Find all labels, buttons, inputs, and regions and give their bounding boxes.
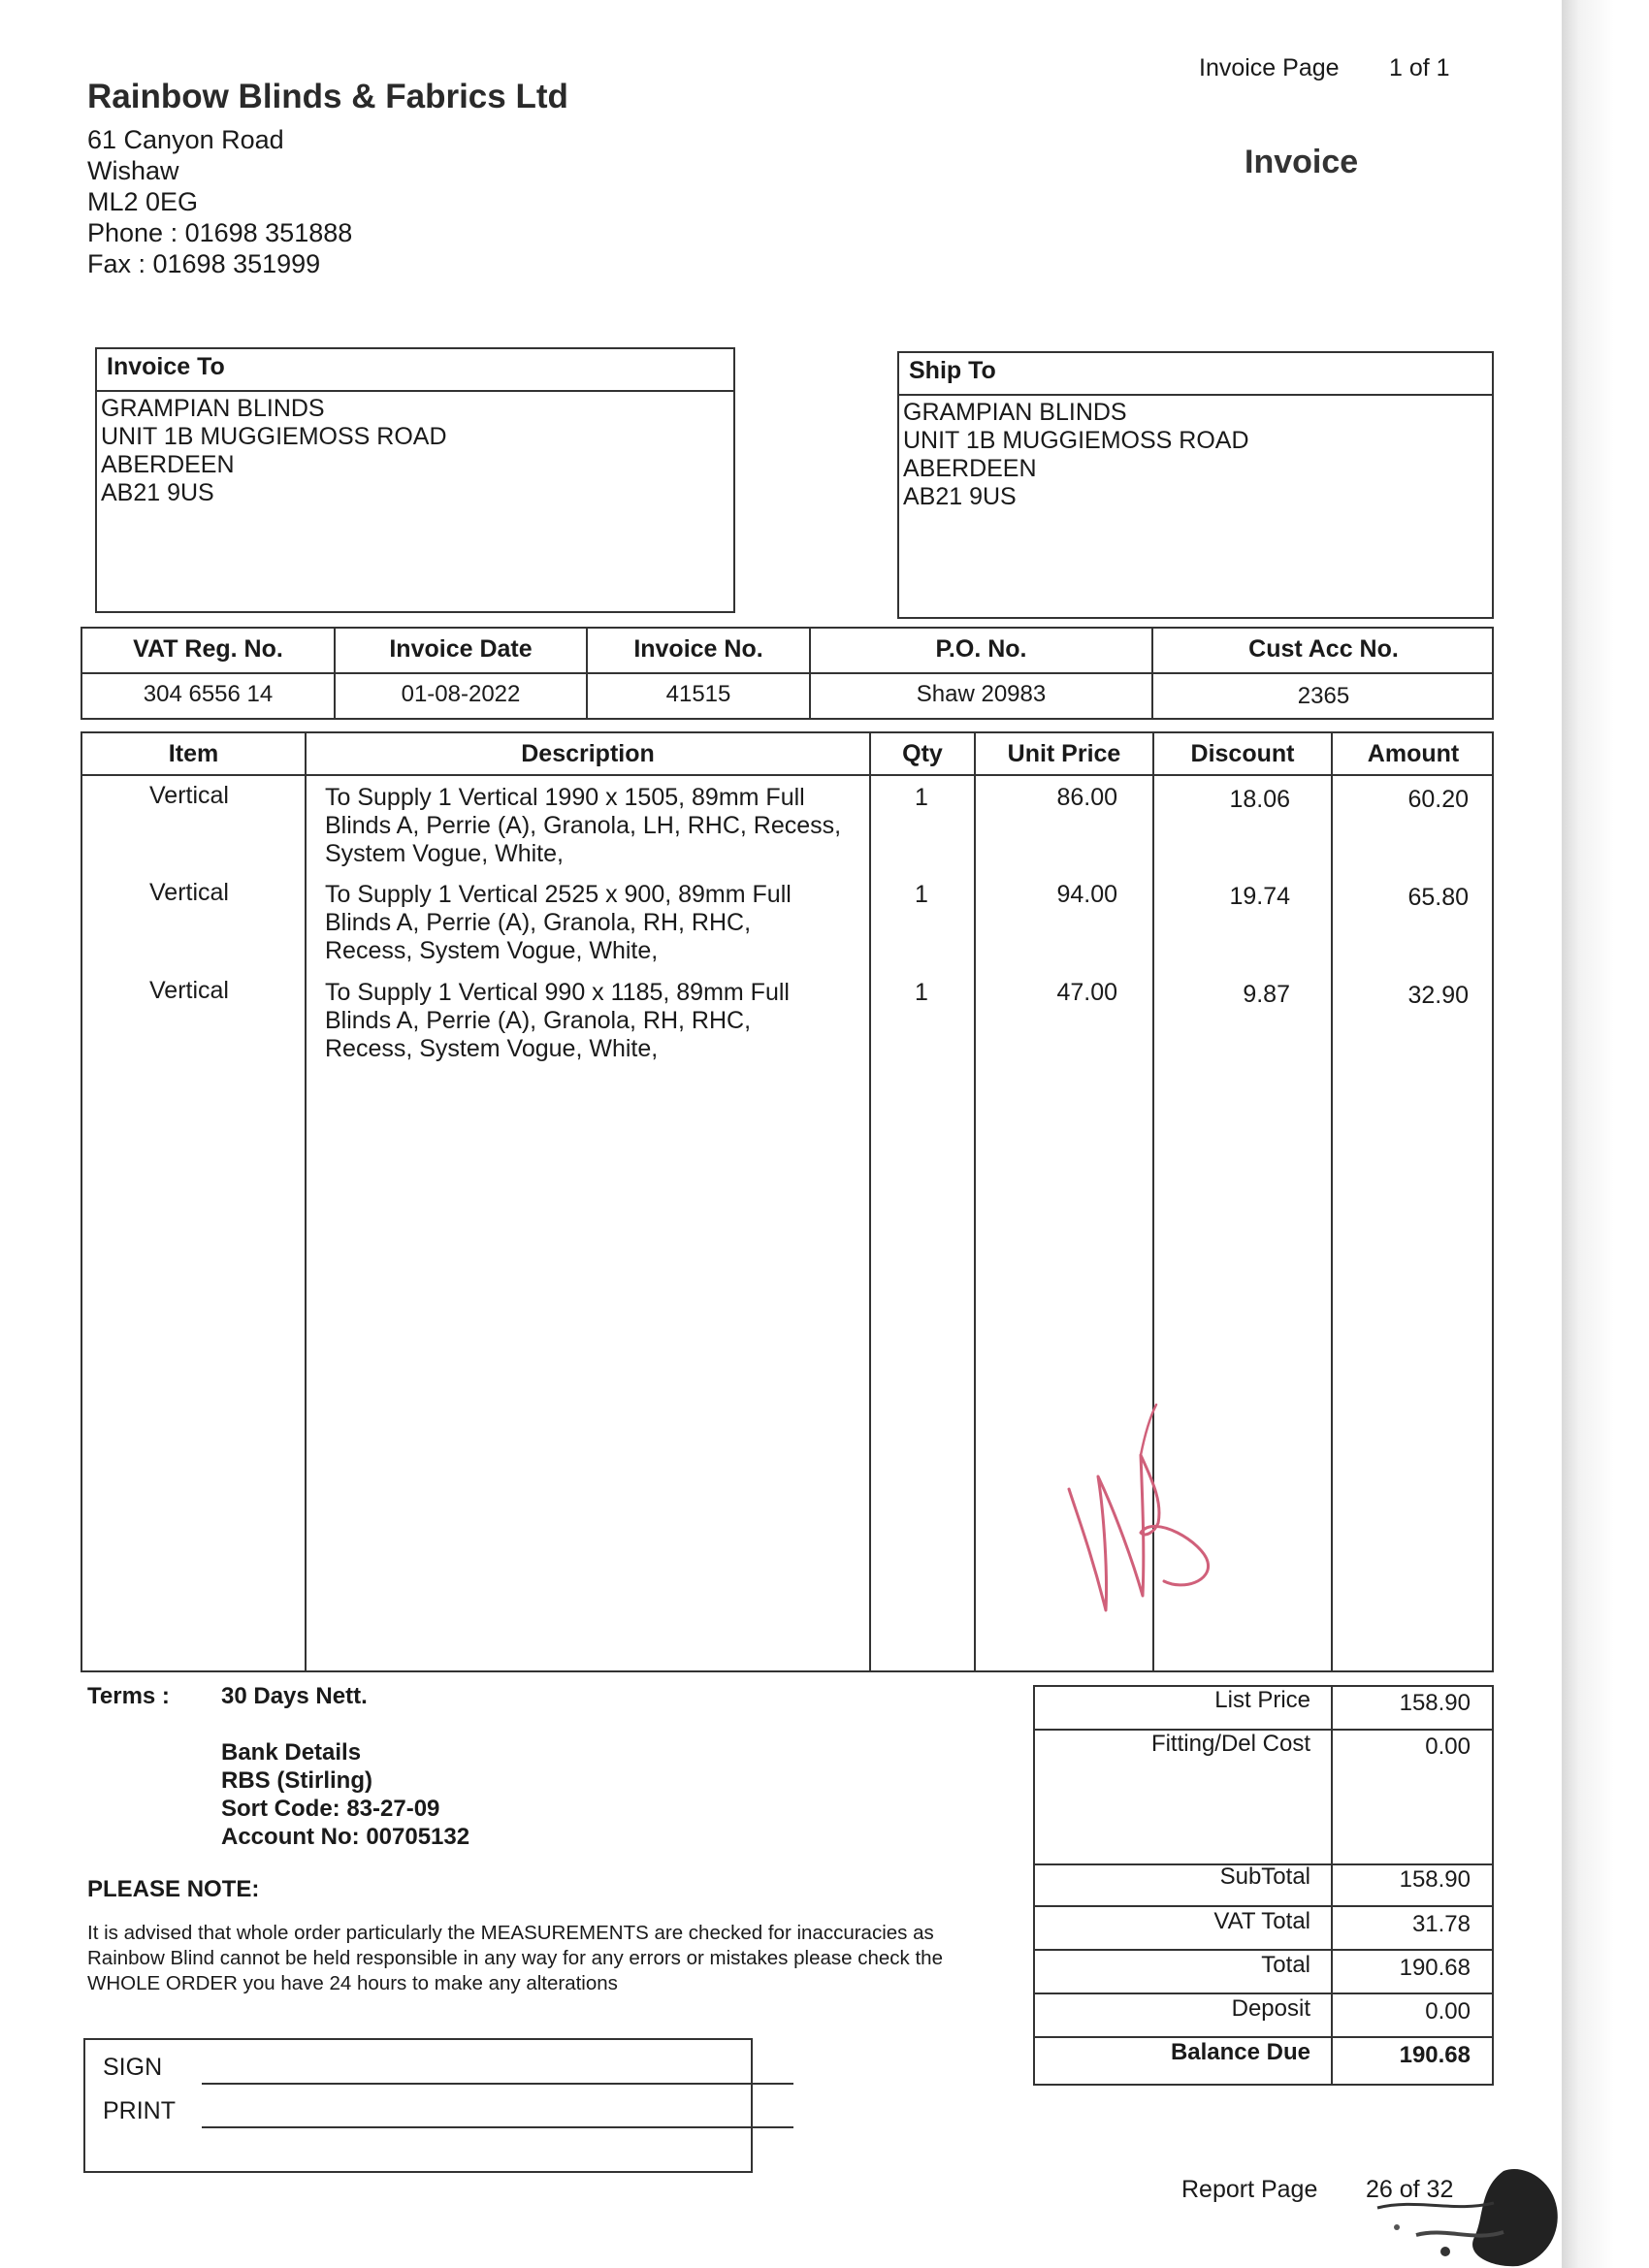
description-line: Blinds A, Perrie (A), Granola, RH, RHC, <box>325 1007 752 1034</box>
sign-label: SIGN <box>103 2054 163 2081</box>
total-value: 190.68 <box>1399 1955 1471 1981</box>
vat-reg-header: VAT Reg. No. <box>133 635 283 663</box>
items-column-divider <box>869 733 871 1670</box>
description-line: To Supply 1 Vertical 2525 x 900, 89mm Full <box>325 881 792 908</box>
amount-cell: 65.80 <box>1407 884 1469 911</box>
unit-price-cell: 47.00 <box>1056 979 1117 1006</box>
deposit-label: Deposit <box>1231 1995 1310 2022</box>
description-header: Description <box>521 740 655 767</box>
line-items-table <box>81 731 1494 1672</box>
item-header: Item <box>168 740 219 767</box>
description-line: Recess, System Vogue, White, <box>325 1035 659 1062</box>
qty-cell: 1 <box>915 784 928 811</box>
invoice-page-label: Invoice Page <box>1199 54 1340 81</box>
description-line: Recess, System Vogue, White, <box>325 937 659 964</box>
discount-cell: 19.74 <box>1229 883 1290 910</box>
company-address-street: 61 Canyon Road <box>87 125 284 154</box>
invoice-no-header: Invoice No. <box>633 635 763 663</box>
balance-due-label: Balance Due <box>1170 2039 1310 2065</box>
ship-to-line: UNIT 1B MUGGIEMOSS ROAD <box>903 427 1249 454</box>
company-address-town: Wishaw <box>87 156 179 185</box>
amount-cell: 60.20 <box>1407 786 1469 813</box>
items-header-divider <box>82 774 1492 776</box>
cust-acc-value: 2365 <box>1297 683 1350 709</box>
invoice-no-value: 41515 <box>665 681 731 707</box>
balance-due-value: 190.68 <box>1399 2042 1471 2068</box>
ship-to-box <box>897 351 1494 619</box>
sign-line[interactable] <box>202 2083 793 2085</box>
unit-price-cell: 94.00 <box>1056 881 1117 908</box>
ship-to-line: ABERDEEN <box>903 455 1037 482</box>
report-page-label: Report Page <box>1181 2176 1318 2203</box>
discount-header: Discount <box>1190 740 1295 767</box>
company-address-postcode: ML2 0EG <box>87 187 199 216</box>
document-title: Invoice <box>1245 144 1359 180</box>
description-line: System Vogue, White, <box>325 840 564 867</box>
items-column-divider <box>1331 733 1333 1670</box>
invoice-info-table <box>81 627 1494 720</box>
subtotal-label: SubTotal <box>1219 1863 1310 1890</box>
ship-to-label: Ship To <box>899 353 1492 396</box>
print-label: PRINT <box>103 2097 176 2124</box>
totals-row-divider <box>1035 1949 1492 1951</box>
sign-print-box <box>83 2038 753 2173</box>
amount-cell: 32.90 <box>1407 982 1469 1009</box>
cust-acc-header: Cust Acc No. <box>1248 635 1399 663</box>
totals-row-divider <box>1035 2036 1492 2038</box>
totals-box <box>1033 1685 1494 2086</box>
invoice-date-value: 01-08-2022 <box>401 681 521 707</box>
qty-cell: 1 <box>915 881 928 908</box>
description-line: To Supply 1 Vertical 990 x 1185, 89mm Full <box>325 979 790 1006</box>
description-line: Blinds A, Perrie (A), Granola, LH, RHC, Recess, <box>325 812 842 839</box>
totals-column-divider <box>1331 1687 1333 2084</box>
please-note-title: PLEASE NOTE: <box>87 1876 260 1902</box>
discount-cell: 9.87 <box>1243 981 1290 1008</box>
description-line: To Supply 1 Vertical 1990 x 1505, 89mm Full <box>325 784 805 811</box>
please-note-text: It is advised that whole order particularly the MEASUREMENTS are checked for inaccuracies as Rainbow Blind cannot be held responsible in any way for any errors or mistakes please check the WHOLE ORDER you have 24 hours to make any alterations <box>87 1922 943 1994</box>
items-column-divider <box>974 733 976 1670</box>
list-price-value: 158.90 <box>1399 1690 1471 1716</box>
invoice-page-value: 1 of 1 <box>1389 54 1450 81</box>
invoice-to-box <box>95 347 735 613</box>
handwritten-initials-signature <box>1048 1397 1222 1620</box>
company-name: Rainbow Blinds & Fabrics Ltd <box>87 78 568 115</box>
fitting-label: Fitting/Del Cost <box>1150 1731 1310 1757</box>
invoice-to-line: UNIT 1B MUGGIEMOSS ROAD <box>101 423 447 450</box>
po-no-header: P.O. No. <box>935 635 1027 663</box>
discount-cell: 18.06 <box>1229 786 1290 813</box>
invoice-to-line: ABERDEEN <box>101 451 235 478</box>
invoice-to-line: AB21 9US <box>101 479 214 506</box>
vat-reg-value: 304 6556 14 <box>143 681 274 707</box>
item-cell: Vertical <box>149 879 229 906</box>
ship-to-line: AB21 9US <box>903 483 1017 510</box>
list-price-label: List Price <box>1214 1687 1310 1713</box>
vat-total-value: 31.78 <box>1411 1911 1471 1937</box>
po-no-value: Shaw 20983 <box>916 681 1047 707</box>
deposit-value: 0.00 <box>1425 1998 1471 2025</box>
fitting-value: 0.00 <box>1425 1733 1471 1760</box>
total-label: Total <box>1261 1952 1310 1978</box>
items-column-divider <box>305 733 307 1670</box>
totals-row-divider <box>1035 1993 1492 1994</box>
report-page-value: 26 of 32 <box>1366 2176 1454 2203</box>
account-number: Account No: 00705132 <box>221 1824 470 1850</box>
description-line: Blinds A, Perrie (A), Granola, RH, RHC, <box>325 909 752 936</box>
print-line[interactable] <box>202 2126 793 2128</box>
qty-cell: 1 <box>915 979 928 1006</box>
bank-details-title: Bank Details <box>221 1739 362 1766</box>
vat-total-label: VAT Total <box>1213 1908 1310 1934</box>
unit-price-header: Unit Price <box>1007 740 1121 767</box>
scan-edge-shadow <box>1562 0 1649 2268</box>
unit-price-cell: 86.00 <box>1056 784 1117 811</box>
item-cell: Vertical <box>149 782 229 809</box>
invoice-to-label: Invoice To <box>97 349 733 392</box>
company-phone: Phone : 01698 351888 <box>87 218 353 247</box>
amount-header: Amount <box>1367 740 1460 767</box>
qty-header: Qty <box>902 740 943 767</box>
item-cell: Vertical <box>149 977 229 1004</box>
sort-code: Sort Code: 83-27-09 <box>221 1796 440 1822</box>
invoice-date-header: Invoice Date <box>389 635 533 663</box>
invoice-to-line: GRAMPIAN BLINDS <box>101 395 325 422</box>
scan-ink-smudge <box>1358 2159 1562 2268</box>
bank-name: RBS (Stirling) <box>221 1767 372 1794</box>
company-fax: Fax : 01698 351999 <box>87 249 321 278</box>
totals-row-divider <box>1035 1905 1492 1907</box>
terms-label: Terms : <box>87 1683 170 1709</box>
subtotal-value: 158.90 <box>1399 1866 1471 1893</box>
ship-to-line: GRAMPIAN BLINDS <box>903 399 1127 426</box>
terms-value: 30 Days Nett. <box>221 1683 368 1709</box>
